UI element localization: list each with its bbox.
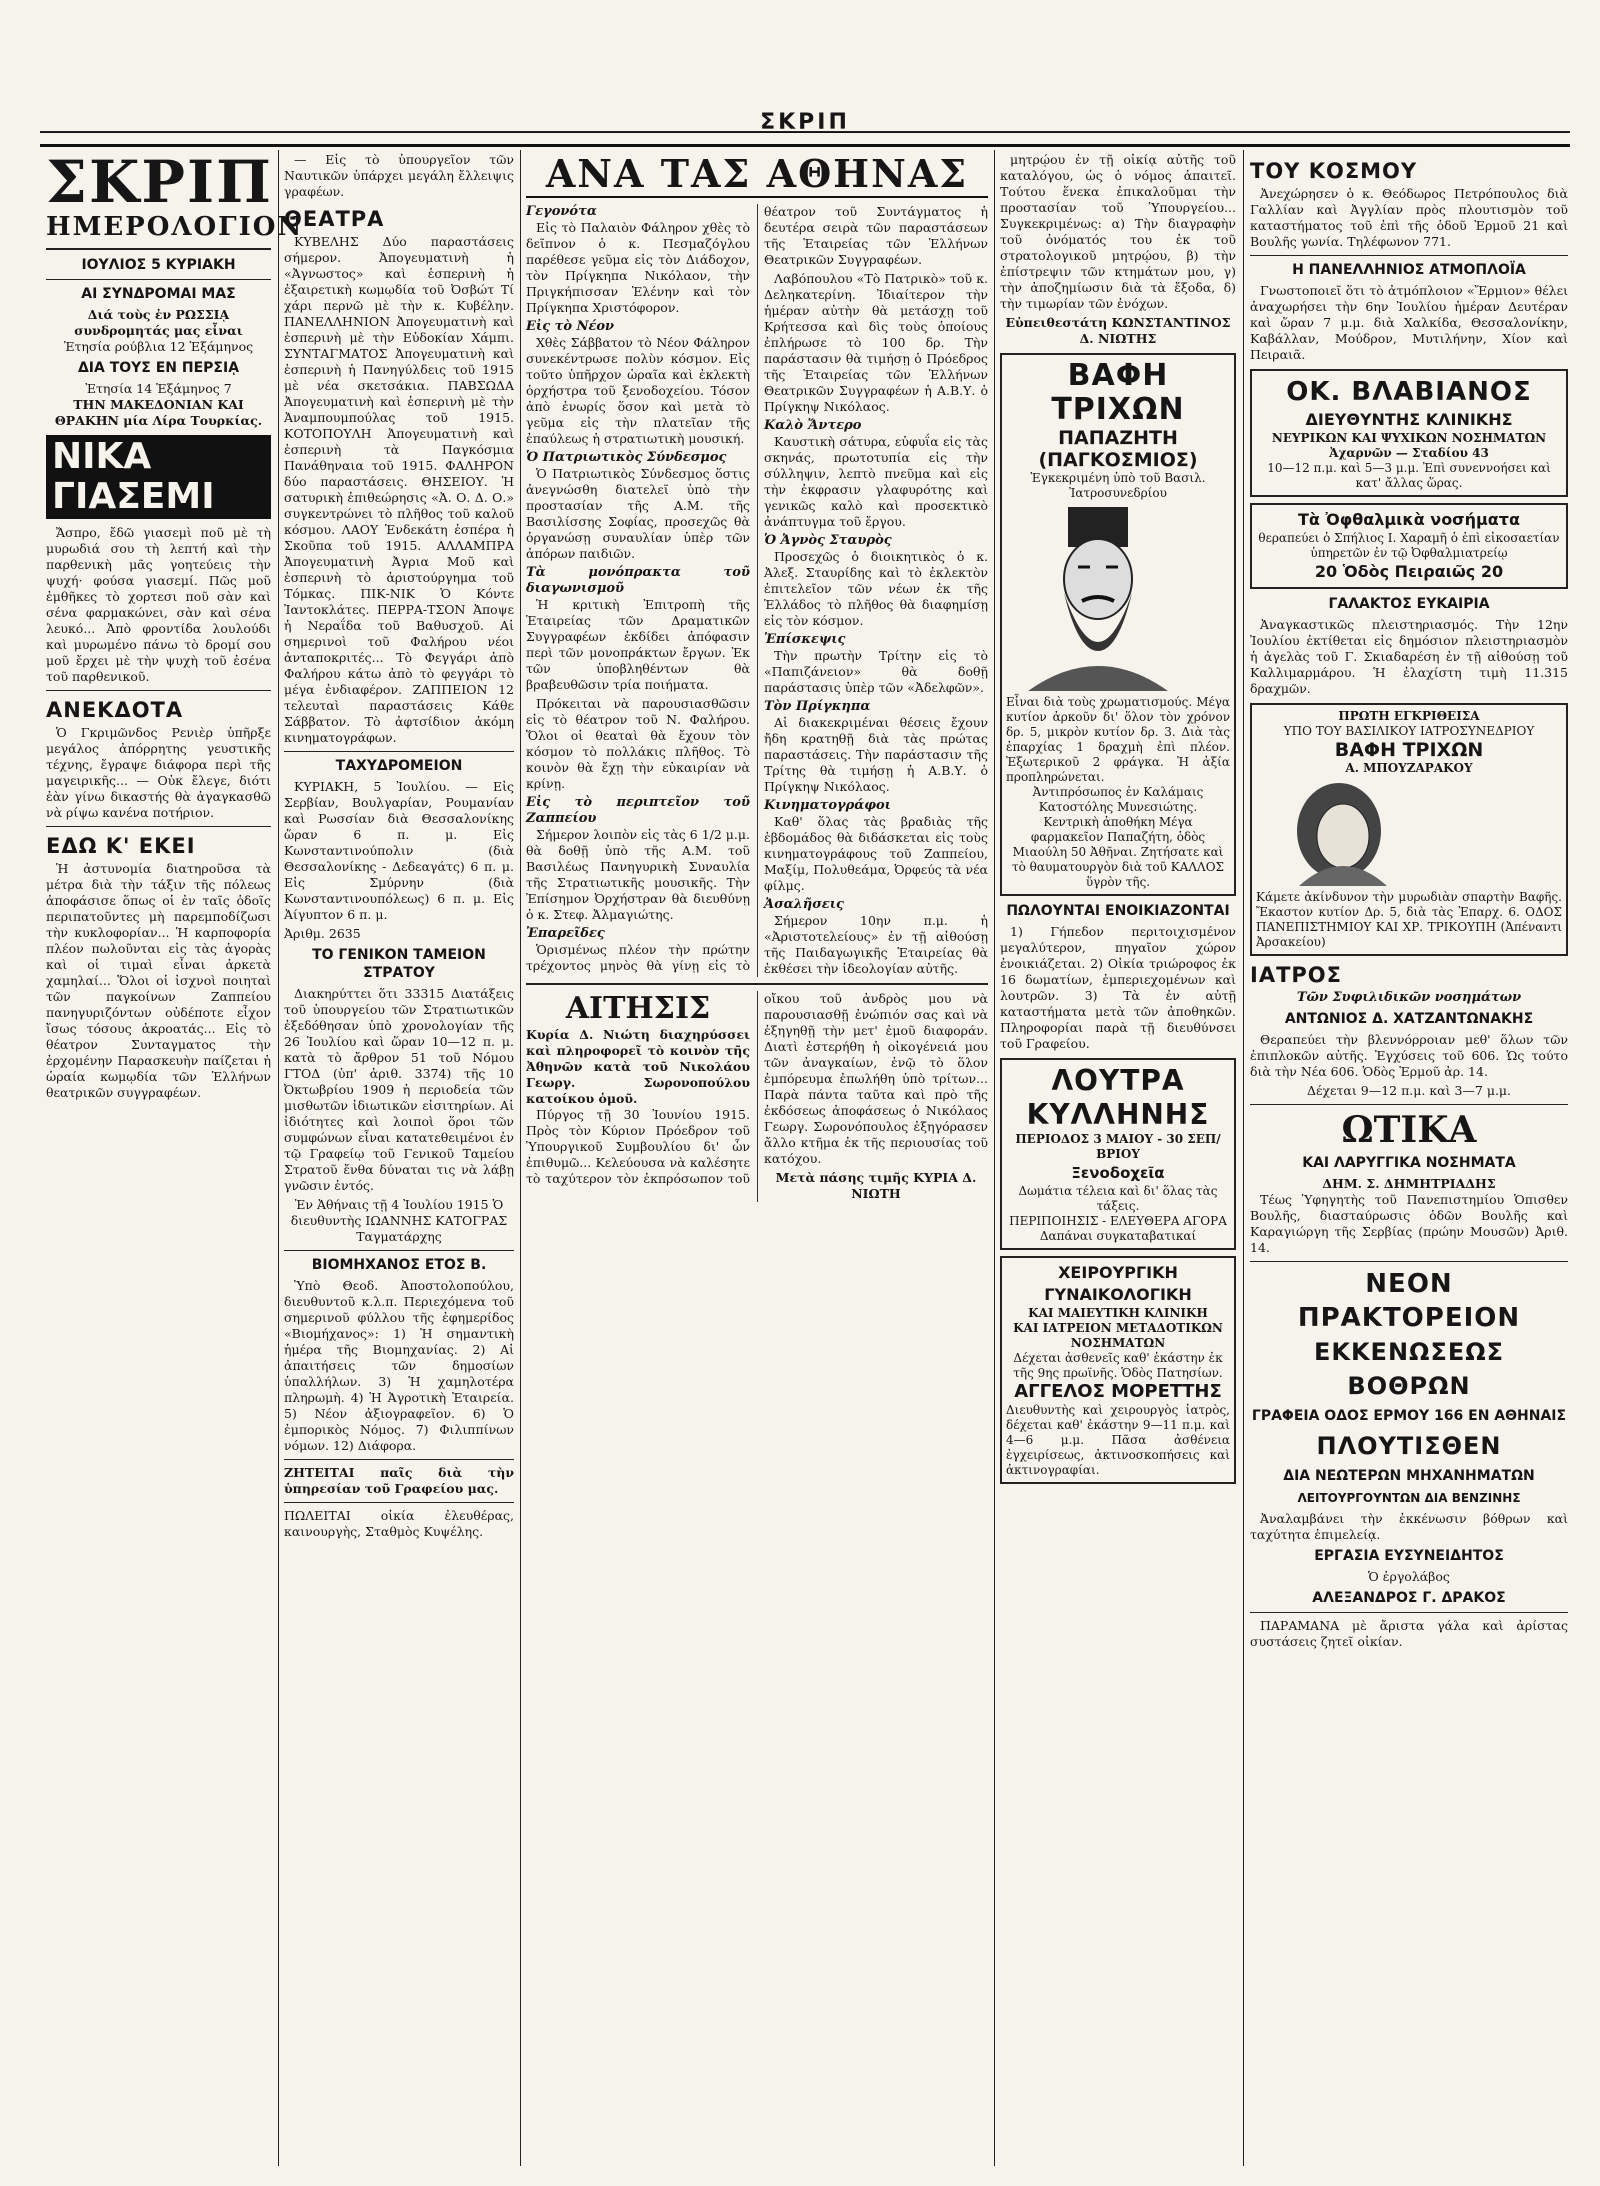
ploutisthen-sub2: ΛΕΙΤΟΥΡΓΟΥΝΤΩΝ ΔΙΑ ΒΕΝΖΙΝΗΣ (1297, 1491, 1521, 1505)
agnos-stavros-heading: Ὁ Ἀγνὸς Σταυρὸς (764, 533, 892, 548)
ad-text: Διευθυντὴς καὶ χειρουργὸς ἰατρὸς, δέχεται καθ' ἑκάστην 9—11 π.μ. καὶ 4—6 μ.μ. Πᾶσα ἀσθένεια ἐγχειρίσεως, ἀκτινοσκοπήσεις καὶ ἀκτινογραφίαι. (1006, 1403, 1230, 1477)
kinimatografoi-text: Καθ' ὅλας τὰς βραδιὰς τῆς ἑβδομάδος θὰ διδάσκεται εἰς τοὺς κινηματογράφους τοῦ Ζαππείου, Μαξίμ, Πολυθεάμα, Ὀρφεύς τὰ νέα φίλμς. (764, 814, 988, 893)
tameion-text: Διακηρύττει ὅτι 33315 Διατάξεις τοῦ ὑπουργείου τῶν Στρατιωτικῶν ἐξεδόθησαν ὑπὸ χρονολογίαν τῆς 26 Ἰουλίου καὶ ὥραν 10—12 π. μ. κατὰ τὸ ἄρθρον 51 τοῦ Νόμου ΓΤΟΔ (ὑπ' ἀριθ. 3374) τῆς 10 Ὀκτωβρίου 1909 ἡ περιοδεία τῶν μισθωτῶν ἰδιωτικῶν εἰσιτηρίων. Αἱ ἰδιότητες καὶ λοιποὶ ὅροι τῶν συμφώνων εἶναι κατατεθειμένοι ἐν τῷ Γραφείῳ τοῦ Γενικοῦ Ταμείου Στρατοῦ ἔνθα δύναται τις νὰ λάβῃ γνῶσιν ἐντός. (284, 986, 514, 1193)
kalo-antero-heading: Καλὸ Ἄντερο (764, 418, 862, 433)
iatros-text: Θεραπεύει τὴν βλεννόρροιαν μεθ' ὅλων τῶν ἐπιπλοκῶν αὐτῆς. Ἐγχύσεις τοῦ 606. Ὡς τούτο διὰ τὴν Νέα 606. Ὁδὸς Ἑρμοῦ ἀρ. 14. (1250, 1032, 1568, 1079)
ad-sub: ΚΑΙ ΜΑΙΕΥΤΙΚΗ ΚΛΙΝΙΚΗ (1028, 1306, 1208, 1320)
petition-continued: μητρῴου ἐν τῇ οἰκίᾳ αὐτῆς τοῦ καταλόγου, ὡς ὁ νόμος ἀπαιτεῖ. Τούτου ἕνεκα ἐπικαλοῦμαι τὴν προστασίαν τοῦ Ὑπουργείου... Συγκεκριμένως: α) Τὴν διαγραφὴν τοῦ ὀνόματός του ἐκ τοῦ στρατολογικοῦ μητρῴου, β) τὴν ἐπίστρεψιν τῶν κτημάτων μου, γ) τὴν ἀποζημίωσιν διὰ τὰ ἔξοδα, δ) τὴν τιμωρίαν τῶν ἐνόχων. (1000, 152, 1236, 311)
iatros-sub: Τῶν Συφιλιδικῶν νοσημάτων (1296, 990, 1522, 1005)
ad-sub: ΝΕΥΡΙΚΩΝ ΚΑΙ ΨΥΧΙΚΩΝ ΝΟΣΗΜΑΤΩΝ (1271, 431, 1547, 445)
ad-doctor-name: ΑΓΓΕΛΟΣ ΜΟΡΕΤΤΗΣ (1014, 1381, 1222, 1402)
epareides-heading: Ἐπαρεῖδες (526, 926, 605, 941)
masthead-name: ΣΚΡΙΠ (760, 110, 850, 135)
ad-approval: ΥΠΟ ΤΟΥ ΒΑΣΙΛΙΚΟΥ ΙΑΤΡΟΣΥΝΕΔΡΙΟΥ (1283, 724, 1535, 738)
subscriptions-heading: ΑΙ ΣΥΝΔΡΟΜΑΙ ΜΑΣ (81, 286, 236, 302)
edo-ekei-heading: ΕΔΩ Κ' ΕΚΕΙ (46, 834, 196, 858)
monoprakta-text-2: Πρόκειται νὰ παρουσιασθῶσιν εἰς τὸ θέατρον τοῦ Ν. Φαλήρου. Ὅλοι οἱ θεαταὶ θὰ ἔχουν τὸν κόσμον τὸ πολλάκις πλῆθος. Τὸ κοινὸν θὰ ἔχῃ τὴν εὐκαιρίαν νὰ κρίνῃ. (526, 696, 750, 791)
news-columns (526, 204, 988, 977)
ana-tas-athinas-heading: ΑΝΑ ΤΑΣ ΑΘΗΝΑΣ (526, 152, 988, 198)
neo-text: Χθὲς Σάββατον τὸ Νέον Φάληρον συνεκέντρωσε πολὺν κόσμον. Εἰς τοῦτο ὑπῆρχον ὡραῖα καὶ ἐκλεκτὴ ὁρχήστρα τοῦ ξενοδοχείου. Τόσον ἀπὸ ἐνωρίς ὅσον καὶ μετὰ τὸ γεῦμα εἰς τὴν πλατεῖαν τῆς ἐπαύλεως ἡ στρατιωτικὴ μουσική. (526, 335, 750, 446)
divider (284, 751, 514, 752)
ad-brand: ΠΑΠΑΖΗΤΗ (ΠΑΓΚΟΣΜΙΟΣ) (1038, 427, 1198, 471)
divider (1250, 1612, 1568, 1613)
column-rule (520, 150, 521, 2166)
ad-period: ΠΕΡΙΟΔΟΣ 3 ΜΑΙΟΥ - 30 ΣΕΠ/ΒΡΙΟΥ (1015, 1132, 1221, 1161)
column-2 (284, 152, 514, 2166)
prigkipa-text: Αἱ διακεκριμέναι θέσεις ἔχουν ἤδη κρατηθῇ διὰ τὰς πρώτας παραστάσεις. Τὴν παράστασιν τῆς Τρίτης θὰ τιμήσῃ ἡ Α.Β.Υ. ὁ Πρίγκηψ Νικόλαος. (764, 715, 988, 794)
kinimatografoi-heading: Κινηματογράφοι (764, 798, 891, 813)
reference-number: Ἀριθμ. 2635 (284, 926, 361, 941)
subscriptions-line: Ἐτησία 14 Ἑξάμηνος 7 (85, 381, 232, 396)
galaktos-heading: ΓΑΛΑΚΤΟΣ ΕΥΚΑΙΡΙΑ (1328, 596, 1490, 612)
column-rule (994, 150, 995, 2166)
nika-text: Ἄσπρο, ἔδῶ γιασεμὶ ποῦ μὲ τὴ μυρωδιά σου τὴ λεπτή καὶ τὴν παρθενικὴ μᾶς γοητεύεις τὴν ψυχή· φούσα γιασεμί. Πῶς μοῦ ἐμθῆκες τὸ χορτεσι ποῦ σὰν καὶ σένα φαρμακώνει, σὰν καὶ σένα λευκό... Ἀπὸ φροντίδα λουλούδι καὶ μυρωμένο πάνω τὸ δρομί σου μοῦ ἔρχει μὲ τὴν ψυχὴ τοῦ ἐσένα τοῦ παρθενικοῦ. (46, 525, 271, 684)
divider (1250, 255, 1568, 256)
neon-praktoreion-heading: ΝΕΟΝ ΠΡΑΚΤΟΡΕΙΟΝ (1297, 1269, 1521, 1333)
divider (46, 690, 271, 691)
ad-note: Δαπάναι συγκαταβατικαί (1039, 1229, 1197, 1243)
tameion-heading: ΤΟ ΓΕΝΙΚΟΝ ΤΑΜΕΙΟΝ ΣΤΡΑΤΟΥ (312, 947, 486, 981)
ploutisthen-text: Ἀναλαμβάνει τὴν ἐκκένωσιν βόθρων καὶ ταχύτητα ἐπιμελείᾳ. (1250, 1511, 1568, 1542)
ad-warehouse: Κεντρικὴ ἀποθήκη Μέγα φαρμακεῖον Παπαζήτη, ὁδὸς Μιαούλη 50 Ἀθῆναι. Ζητήσατε καὶ τὸ θαυματουργὸν διὰ τοῦ ΚΑΛΛΟΣ ὕγρὸν τῆς. (1011, 815, 1225, 889)
epareides-text: Ὁρισμένως πλέον τὴν πρώτην τρέχοντος μηνὸς θὰ γίνῃ εἰς τὸ θέατρον τοῦ Συντάγματος ἡ δευτέρα σειρὰ τῶν παραστάσεων τῆς Ἑταιρείας τῶν Ἑλλήνων Θεατρικῶν Συγγραφέων. (526, 204, 988, 973)
ad-text: θεραπεύει ὁ Σπήλιος Ι. Χαραμῆ ὁ ἐπὶ εἰκοσαετίαν ὑπηρετῶν ἐν τῷ Ὀφθαλμιατρείῳ (1258, 531, 1560, 560)
ad-brand: Α. ΜΠΟΥΖΑΡΑΚΟΥ (1345, 761, 1473, 775)
ad-approval: ΠΡΩΤΗ ΕΓΚΡΙΘΕΙΣΑ (1338, 709, 1480, 723)
ad-title: ΧΕΙΡΟΥΡΓΙΚΗ ΓΥΝΑΙΚΟΛΟΓΙΚΗ (1044, 1263, 1192, 1304)
divider (1250, 1261, 1568, 1262)
petition-signature: Εὐπειθεστάτη ΚΩΝΣΤΑΝΤΙΝΟΣ Δ. ΝΙΩΤΗΣ (1005, 315, 1231, 346)
divider (284, 1502, 514, 1503)
ad-text: Κάμετε ἀκίνδυνον τὴν μυρωδιὰν σπαρτὴν Βαφῆς. Ἔκαστον κυτίον Δρ. 5, διὰ τὰς Ἐπαρχ. 6. ΟΔΟΣ ΠΑΝΕΠΙΣΤΗΜΙΟΥ ΚΑΙ ΧΡ. ΤΡΙΚΟΥΠΗ (Ἀπέναντι Ἀρσακείου) (1256, 890, 1562, 949)
ad-representative: Ἀντιπρόσωπος ἐν Καλάμαις Κατοστόλης Μυνεσιώτης. (1032, 785, 1204, 814)
nika-heading: ΝΙΚΑ ΓΙΑΣΕΜΙ (46, 435, 271, 519)
patriotikos-heading: Ὁ Πατριωτικὸς Σύνδεσμος (526, 450, 727, 465)
divider (526, 983, 988, 985)
neo-heading: Εἰς τὸ Νέον (526, 319, 615, 334)
anekdota-heading: ΑΝΕΚΔΟΤΑ (46, 698, 184, 722)
otika-sub: ΚΑΙ ΛΑΡΥΓΓΙΚΑ ΝΟΣΗΜΑΤΑ (1302, 1155, 1516, 1171)
divider (46, 279, 271, 280)
ekkenoseos-address: ΓΡΑΦΕΙΑ ΟΔΟΣ ΕΡΜΟΥ 166 ΕΝ ΑΘΗΝΑΙΣ (1251, 1408, 1567, 1424)
taxydromeion-heading: ΤΑΧΥΔΡΟΜΕΙΟΝ (335, 758, 463, 774)
divider (284, 1459, 514, 1460)
ad-sub: ΚΑΙ ΙΑΤΡΕΙΟΝ ΜΕΤΑΔΟΤΙΚΩΝ ΝΟΣΗΜΑΤΩΝ (1013, 1321, 1223, 1350)
viomichanos-text: Ὑπὸ Θεοδ. Ἀποστολοπούλου, διευθυντοῦ κ.λ.π. Περιεχόμενα τοῦ σημερινοῦ φύλλου τῆς ἐφημερίδος «Βιομήχανος»: 1) Ἡ σημαντικὴ ἡμέρα τῆς Βιομηχανίας. 2) Αἱ ἀπαιτήσεις τῶν δημοσίων ὑπαλλήλων. 3) Ἡ χαμηλοτέρα πληρωμὴ. 4) Ἡ Ἀγροτικὴ Ἑταιρεία. 5) Νέον ἀξιογραφεῖον. 6) Ὁ ἐμπορικὸς Νόμος. 7) Φιλιππίνων νόμων. 12) Διάφορα. (284, 1278, 514, 1453)
tameion-signature: Ἐν Ἀθήναις τῇ 4 Ἰουλίου 1915 Ὁ διευθυντὴς ΙΩΑΝΝΗΣ ΚΑΤΟΓΡΑΣ Ταγματάρχης (290, 1197, 508, 1244)
subscriptions-line: Ἐτησία ρούβλια 12 Ἑξάμηνος (63, 339, 254, 354)
episkepsis-heading: Ἐπίσκεψις (764, 632, 846, 647)
classified-poleitai: ΠΩΛΕΙΤΑΙ οἰκία ἐλευθέρας, καινουργὴς, Σταθμὸς Κυψέλης. (284, 1508, 514, 1539)
ergasia-heading: ΕΡΓΑΣΙΑ ΕΥΣΥΝΕΙΔΗΤΟΣ (1314, 1548, 1504, 1564)
iatros-hours: Δέχεται 9—12 π.μ. καὶ 3—7 μ.μ. (1306, 1083, 1512, 1098)
ad-vlavianos (1250, 369, 1568, 497)
viomichanos-heading: ΒΙΟΜΗΧΑΝΟΣ ΕΤΟΣ Β. (311, 1257, 487, 1273)
ergasia-name: ΑΛΕΞΑΝΔΡΟΣ Γ. ΔΡΑΚΟΣ (1312, 1590, 1506, 1606)
aitisis-sub: Κυρία Δ. Νιώτη διαχηρύσσει καὶ πληροφορεῖ τὸ κοινὸν τῆς Ἀθηνῶν κατὰ τοῦ Νικολάου Γεωργ. Σωρονοπούλου κατοίκου ὁμοῦ. (526, 1027, 750, 1106)
ad-rooms: Δωμάτια τέλεια καὶ δι' ὅλας τὰς τάξεις. (1018, 1184, 1218, 1213)
column-rule (1243, 150, 1244, 2166)
ad-text: Εἶναι διὰ τοὺς χρωματισμούς. Μέγα κυτίον ἀρκοῦν δι' ὅλον τὸν χρόνον δρ. 5, μικρὸν κυτίον δρ. 3. Διὰ τὰς ἐπαρχίας 1 δραχμὴ ἐπὶ πλέον. Ἐξωτερικοῦ 2 φράγκα. Ἡ ἀξία προπληρώνεται. (1006, 695, 1230, 784)
ekkenoseos-heading: ΕΚΚΕΝΩΣΕΩΣ ΒΟΘΡΩΝ (1313, 1338, 1505, 1400)
ad-approval: Ἐγκεκριμένη ὑπὸ τοῦ Βασιλ. Ἰατροσυνεδρίου (1030, 471, 1206, 500)
column-5 (1250, 152, 1568, 2166)
patriotikos-text: Ὁ Πατριωτικὸς Σύνδεσμος ὅστις ἀνεγνώσθη διατελεῖ ὑπὸ τὴν προστασίαν τῆς Α.Μ. τῆς Βασιλίσσης Σοφίας, προσεχῶς θὰ ὀργανώσῃ συναυλίαν ὑπὲρ τῶν ἀπόρων παιδιῶν. (526, 466, 750, 561)
portrait-illustration (1006, 501, 1230, 691)
aitisis-text: Πύργος τῇ 30 Ἰουνίου 1915. Πρὸς τὸν Κύριον Πρόεδρον τοῦ Ὑπουργικοῦ Συμβουλίου δι' ὧν ἐπιθυμῶ... Κελεύουσα νὰ καλέσητε τὸ ταχύτερον τὸν ἐκπρόσωπον τοῦ οἴκου τοῦ ἀνδρὸς μου νὰ παρουσιασθῇ ἐνώπιόν σας καὶ νὰ ἐξηγηθῇ τὴν μετ' ἐμοῦ διαφοράν. Διατὶ ἐστερήθη ἡ οἰκογένειά μου τῶν ἀναγκαίων, ἐνῷ τὸ ὅλον ἐμπόρευμα ἐπωλήθη ὑπὸ τρίτων... Παρὰ πάντα ταῦτα καὶ πρὸ τῆς ἐκδόσεως ἀποφάσεως ὁ Νικόλαος Γεωργ. Σωρονόπουλος ἐξηγόρασεν ἄλλο κτῆμα ἐκ τῆς περιουσίας τοῦ κατόχου. (526, 991, 988, 1186)
classified-zitountai: ΖΗΤΕΙΤΑΙ παῖς διὰ τὴν ὑπηρεσίαν τοῦ Γραφείου μας. (284, 1465, 514, 1496)
paramana-text: ΠΑΡΑΜΑΝΑ μὲ ἄριστα γάλα καὶ ἀρίστας συστάσεις ζητεῖ οἰκίαν. (1250, 1618, 1568, 1649)
otika-text: Τέως Ὑφηγητὴς τοῦ Πανεπιστημίου Ὁπισθεν Βουλῆς, διασταύρωσις ὁδῶν Βουλῆς καὶ Καραγιώργη τῆς Σερβίας (πρώην Μουσῶν) Ἀριθ. 14. (1250, 1192, 1568, 1255)
ploutisthen-sub: ΔΙΑ ΝΕΩΤΕΡΩΝ ΜΗΧΑΝΗΜΑΤΩΝ (1283, 1468, 1535, 1484)
monoprakta-text: Ἡ κριτικὴ Ἐπιτροπὴ τῆς Ἑταιρείας τῶν Δραματικῶν Συγγραφέων ἐκδίδει ἀπόφασιν περὶ τῶν μονοπράκτων ἔργων. Ἐκ τῶν ὑποβληθέντων θὰ βραβευθῶσιν τρία ποιήματα. (526, 597, 750, 692)
monoprakta-heading: Τὰ μονόπρακτα τοῦ διαγωνισμοῦ (526, 565, 750, 596)
ad-ofthalmika (1250, 503, 1568, 589)
ad-vafi-trichon (1000, 353, 1236, 896)
aitisis-heading: ΑΙΤΗΣΙΣ (565, 991, 711, 1026)
gegonota-text: Εἰς τὸ Παλαιὸν Φάληρον χθὲς τὸ δεῖπνον ὁ κ. Πεσμαζόγλου παρέθεσε γεῦμα εἰς τὸν Διάδοχον, τὸν Πρίγκηπα Νικόλαον, τὴν Πριγκήπισσαν Ἑλένην καὶ τὸν Πρίγκηπα Χριστόφορον. (526, 220, 750, 315)
theater-text: Λαβόπουλου «Τὸ Πατρικὸ» τοῦ κ. Δεληκατερίνη. Ἰδιαίτερον τὴν ἡμέραν αὐτὴν θὰ μετάσχῃ τοῦ Κρήτεσσα καὶ δὶς τοὺς ὁποίους ἐπλήρωσε τὸ 100 δρ. Τὴν παράστασιν θὰ τιμήσῃ ὁ Πρόεδρος τῆς Ἑταιρείας τῶν Ἑλλήνων Θεατρικῶν Συγγραφέων ἡ Α.Β.Υ. ὁ Πρίγκηψ Νικόλαος. (764, 271, 988, 414)
ad-address: 20 Ὁδὸς Πειραιῶς 20 (1314, 562, 1504, 581)
ad-info: ΠΕΡΙΠΟΙΗΣΙΣ - ΕΛΕΥΘΕΡΑ ΑΓΟΡΑ (1009, 1214, 1227, 1228)
iatros-name: ΑΝΤΩΝΙΟΣ Δ. ΧΑΤΖΑΝΤΩΝΑΚΗΣ (1284, 1011, 1534, 1027)
edo-ekei-text: Ἡ ἀστυνομία διατηροῦσα τὰ μέτρα διὰ τὴν τάξιν τῆς πόλεως ἀποφάσισε ὅπως οἱ ἐν ταῖς ὁδοῖς περιπατοῦντες μὴ παρεμποδίζωσι τὴν κυκλοφορίαν... Ἡ καρποφορία πλέον πωλοῦνται εἰς τὰς ἀγορὰς καὶ οἱ τιμαὶ εἶναι ἀρκετὰ χαμηλαί... Ὅλοι οἱ ἰσχνοὶ ποιηταὶ τῶν παγκοίνων Ζαππείου πανηγυριζόντων οὐδέποτε εἶχον ἴσως τόσους ἀκροατάς... Εἰς τὸ θέατρον Συνταγματος τὴν ἐρχομένην Παρασκευὴν παίζεται ἡ ὡραία κωμῳδία τῶν Ἑλλήνων θεατρικῶν συγγραφέων. (46, 861, 271, 1100)
episkepsis-text: Τὴν πρωτὴν Τρίτην εἰς τὸ «Παπιζάνειον» θὰ δοθῇ παράστασις ὑπὲρ τῶν «Ἀδελφῶν». (764, 648, 988, 695)
gegonota-heading: Γεγονότα (526, 204, 597, 219)
ad-text: Δέχεται ἀσθενεῖς καθ' ἑκάστην ἐκ τῆς 9ης πρωϊνῆς. Ὁδὸς Πατησίων. (1013, 1351, 1223, 1380)
theatra-heading: ΘΕΑΤΡΑ (284, 207, 385, 231)
periptero-heading: Εἰς τὸ περιπτεῖον τοῦ Ζαππείου (526, 795, 750, 826)
periptero-text: Σήμερον λοιπὸν εἰς τὰς 6 1/2 μ.μ. θὰ δοθῇ ὑπὸ τῆς Α.Μ. τοῦ Βασιλέως Πανηγυρικὴ Συναυλία τῆς Στρατιωτικῆς μουσικῆς. Τὴν Ἐπίσημον Ὀρχήστραν θὰ διευθύνῃ ὁ κ. Στεφ. Ἀλμαγιώτης. (526, 827, 750, 922)
polountai-text: 1) Γήπεδον περιτοιχισμένον μεγαλύτερον, πηγαῖον χώρον ἐνοικιάζεται. 2) Οἰκία τριώροφος ἐκ 16 δωματίων, ἐμπεριεχομένων καὶ λουτρῶν. 3) Τὰ ἐν αὐτῇ καταστήματα μετὰ τῶν ἀποθηκῶν. Πληροφορίαι παρὰ τῇ διευθύνσει τοῦ Γραφείου. (1000, 924, 1236, 1051)
ad-loutra-kyllinis (1000, 1058, 1236, 1250)
prigkipa-heading: Τὸν Πρίγκηπα (764, 699, 871, 714)
divider (284, 1250, 514, 1251)
aitisis-signature: Μετὰ πάσης τιμῆς ΚΥΡΙΑ Δ. ΝΙΩΤΗ (775, 1170, 977, 1201)
theatra-text: ΚΥΒΕΛΗΣ Δύο παραστάσεις σήμερον. Ἀπογευματινὴ ἡ «Ἀγνωστος» καὶ ἑσπερινὴ ἡ ἐξαιρετικὴ κωμῳδία τοῦ Ὀσβώτ Τί χάρι περνῶ μὲ τὴν κ. Κυβέλην. ΠΑΝΕΛΛΗΝΙΟΝ Ἀπογευματινὴ καὶ ἑσπερινὴ μὲ τὴν Εὐδοκίαν Χάμπι. ΣΥΝΤΑΓΜΑΤΟΣ Ἀπογευματινὴ καὶ ἑσπερινὴ ἡ Πανηγύλδεις τοῦ 1915 μὲ νέα σκετσάκια. ΠΑΒΣΩΔΑ Ἀπογευματινὴ καὶ ἑσπερινὴ μὲ τὴν Ἀναμπουμπούλας τοῦ 1915. ΚΟΤΟΠΟΥΛΗ Ἀπογευματινὴ καὶ ἑσπερινὴ τὰ Παγκόσμια Πανάθηναια τοῦ 1915. ΦΑΛΗΡΟΝ δύο παραστάσεις. ΘΗΣΕΙΟΥ. Ἡ σατυρικὴ ἐπιθεώρησις «Ἀ. Ο. Δ. Ο.» συγκεντρώνει τὸ πλῆθος τοῦ καλοῦ κόσμου. ΛΑΟΥ Ἑνδεκάτη ἐσπέρα ἡ Σκοῦπα τοῦ 1915. ΑΛΛΑΜΠΡΑ Ἀπογευματινὴ Ἀγρια Μοῦ καὶ ἑσπερινὴ τὸ ἀριστούργημα τοῦ Τόμκας. ΠΙΚ-ΝΙΚ Ὁ Κόντε Ἰαντοκλάτες. ΠΕΡΡΑ-ΤΣΟΝ Ἀποψε ἡ Νεραΐδα τοῦ Βαθυσχοῦ. Αἱ σημερινοὶ τοῦ Φαλήρου νέοι ἀνταποκριτές... Τὸ Φεγγάρι ἀπὸ Φαλήρου κάτω ἀπὸ τὸ φεγγάρι τὸ μέγα ἐνδιαφέρον. ΖΑΠΠΕΙΟΝ 12 τελευταὶ παραστάσεις Κάθε Σάββατον. Τὸ ἀφτσίδιον ἀκόμη κινηματογράφων. (284, 234, 514, 745)
atmoploia-text: Γνωστοποιεῖ ὅτι τὸ ἀτμόπλοιον «Ἔρμιον» θέλει ἀναχωρήσει τὴν 6ην Ἰουλίου ἡμέραν Δευτέραν καὶ ὥραν 7 μ.μ. διὰ Χαλκίδα, Θεσσαλονίκην, Καβάλλαν, Μούδρον, Μυτιλήνην, Χίον καὶ Πειραιᾶ. (1250, 283, 1568, 362)
paper-subtitle: ΗΜΕΡΟΛΟΓΙΟΝ (46, 212, 304, 242)
galaktos-text: Ἀναγκαστικῶς πλειστηριασμός. Τὴν 12ην Ἰουλίου ἐκτίθεται εἰς δημόσιον πλειστηριασμὸν ἡ ἀγελὰς τοῦ Γ. Σκιαδαρέση ἐν τῇ αἰθούσῃ τοῦ Καλλιμαρμάρου. Ἡ ἐλαχίστη τιμὴ 11.315 δραχμῶν. (1250, 617, 1568, 696)
masthead-rule (40, 131, 1570, 133)
paper-title: ΣΚΡΙΠ (46, 148, 273, 216)
polountai-heading: ΠΩΛΟΥΝΤΑΙ ΕΝΟΙΚΙΑΖΟΝΤΑΙ (1006, 903, 1230, 919)
ad-title: ΛΟΥΤΡΑ ΚΥΛΛΗΝΗΣ (1026, 1064, 1210, 1131)
ad-address: Ἀχαρνῶν — Σταδίου 43 (1329, 446, 1489, 460)
ad-title: ΒΑΦΗ ΤΡΙΧΩΝ (1051, 358, 1185, 427)
navy-note: — Εἰς τὸ ὑπουργεῖον τῶν Ναυτικῶν ὑπάρχει μεγάλη ἔλλειψις γραφέων. (284, 152, 514, 199)
asaliseis-text: Σήμερον 10ην π.μ. ἡ «Ἀριστοτελείους» ἐν τῇ αἰθούσῃ τῆς Παιδαγωγικῆς Ἑταιρείας θὰ ἐκθέσει τὴν ἰδεολογίαν αὐτῆς. (764, 913, 988, 976)
masthead (40, 110, 1570, 147)
divider (46, 248, 271, 250)
lady-illustration (1256, 776, 1562, 886)
iatros-heading: ΙΑΤΡΟΣ (1250, 963, 1342, 987)
ad-sub: ΔΙΕΥΘΥΝΤΗΣ ΚΛΙΝΙΚΗΣ (1305, 410, 1513, 429)
asaliseis-heading: Ἀσαλῆσεις (764, 897, 844, 912)
subscriptions-line: ΔΙΑ ΤΟΥΣ ΕΝ ΠΕΡΣΙᾼ (77, 360, 240, 376)
ad-title: ΟΚ. ΒΛΑΒΙΑΝΟΣ (1286, 377, 1532, 407)
agnos-stavros-text: Προσεχῶς ὁ διοικητικὸς ὁ κ. Ἀλεξ. Σταυρίδης καὶ τὸ ἐκλεκτὸν ἐπιτελεῖον τῶν νέων ἐκ τῆς Ἑλλάδος τὸ πλῆθος θὰ διαφημίσῃ εἰς τὸν κόσμον. (764, 549, 988, 628)
tou-kosmou-text: Ἀνεχώρησεν ὁ κ. Θεόδωρος Πετρόπουλος διὰ Γαλλίαν καὶ Ἀγγλίαν πρὸς πλουτισμὸν τοῦ καταστήματος τοῦ ἐπὶ τῆς ὁδοῦ Ἑρμοῦ 21 καὶ Βουλῆς γωνία. Τηλέφωνον 771. (1250, 186, 1568, 249)
taxydromeion-text: ΚΥΡΙΑΚΗ, 5 Ἰουλίου. — Εἰς Σερβίαν, Βουλγαρίαν, Ρουμανίαν καὶ Ρωσσίαν διὰ Θεσσαλονίκης ὥραν 6 π. μ. Εἰς Κωνσταντινούπολιν (διὰ Θεσσαλονίκης - Δεδεαγάτς) 6 π. μ. Εἰς Σμύρνην (διὰ Κωνσταντινουπόλεως) 6 π. μ. Εἰς Ἀίγυπτον 6 π. μ. (284, 779, 514, 922)
divider (46, 826, 271, 827)
ploutisthen-heading: ΠΛΟΥΤΙΣΘΕΝ (1316, 1432, 1502, 1460)
subscriptions-line: ΤΗΝ ΜΑΚΕΔΟΝΙΑΝ ΚΑΙ ΘΡΑΚΗΝ μία Λίρα Τουρκίας. (54, 397, 263, 428)
anekdota-text: Ὁ Γκριμῶνδος Ρενιὲρ ὑπῆρξε μεγάλος ἀπόρρητης γευστικῆς τέχνης, ἔγραψε διάφορα περὶ τῆς μαγειρικῆς... — Οὐκ ἔλεγε, διότι ἐὰν γίνω δικαστής θὰ ἀγαγκασθῶ νὰ ρίψω κανένα ποτήριον. (46, 725, 271, 820)
otika-heading: ΩΤΙΚΑ (1341, 1109, 1477, 1151)
column-1 (46, 148, 304, 2166)
ad-hours: 10—12 π.μ. καὶ 5—3 μ.μ. Ἐπὶ συνεννοήσει καὶ κατ' ἄλλας ὥρας. (1267, 461, 1551, 490)
column-4 (1000, 152, 1236, 2166)
subscriptions-line: Διά τοὺς ἐν ΡΩΣΣΙᾼ συνδρομητάς μας εἶναι (74, 307, 243, 338)
aitisis-columns (526, 991, 988, 1202)
atmoploia-heading: Η ΠΑΝΕΛΛΗΝΙΟΣ ΑΤΜΟΠΛΟΪΑ (1292, 262, 1526, 278)
column-rule (278, 150, 279, 2166)
ad-hotels: Ξενοδοχεῖα (1071, 1164, 1165, 1182)
date-line: ΙΟΥΛΙΟΣ 5 ΚΥΡΙΑΚΗ (81, 257, 236, 273)
ergasia-sub: Ὁ ἐργολάβος (1368, 1569, 1450, 1584)
ad-vafi-mpouzarakou (1250, 703, 1568, 956)
column-3 (526, 152, 988, 2166)
kalo-antero-text: Καυστικὴ σάτυρα, εὐφυΐα εἰς τὰς σκηνάς, πρωτοτυπία εἰς τὴν σύλληψιν, λεπτὸ πνεῦμα καὶ εἰς τὴν ἐκφρασιν γλαφυρότης καὶ γενικῶς καλὸ καὶ προσεκτικὸ ἀνάπτυγμα τοῦ ἔργου. (764, 434, 988, 529)
ad-xeirourgiki (1000, 1256, 1236, 1484)
divider (1250, 1104, 1568, 1105)
tou-kosmou-heading: ΤΟΥ ΚΟΣΜΟΥ (1250, 159, 1418, 183)
otika-name: ΔΗΜ. Σ. ΔΗΜΗΤΡΙΑΔΗΣ (1322, 1176, 1496, 1191)
ad-title: ΒΑΦΗ ΤΡΙΧΩΝ (1334, 739, 1484, 761)
ad-title: Τὰ Ὀφθαλμικὰ νοσήματα (1297, 510, 1520, 529)
